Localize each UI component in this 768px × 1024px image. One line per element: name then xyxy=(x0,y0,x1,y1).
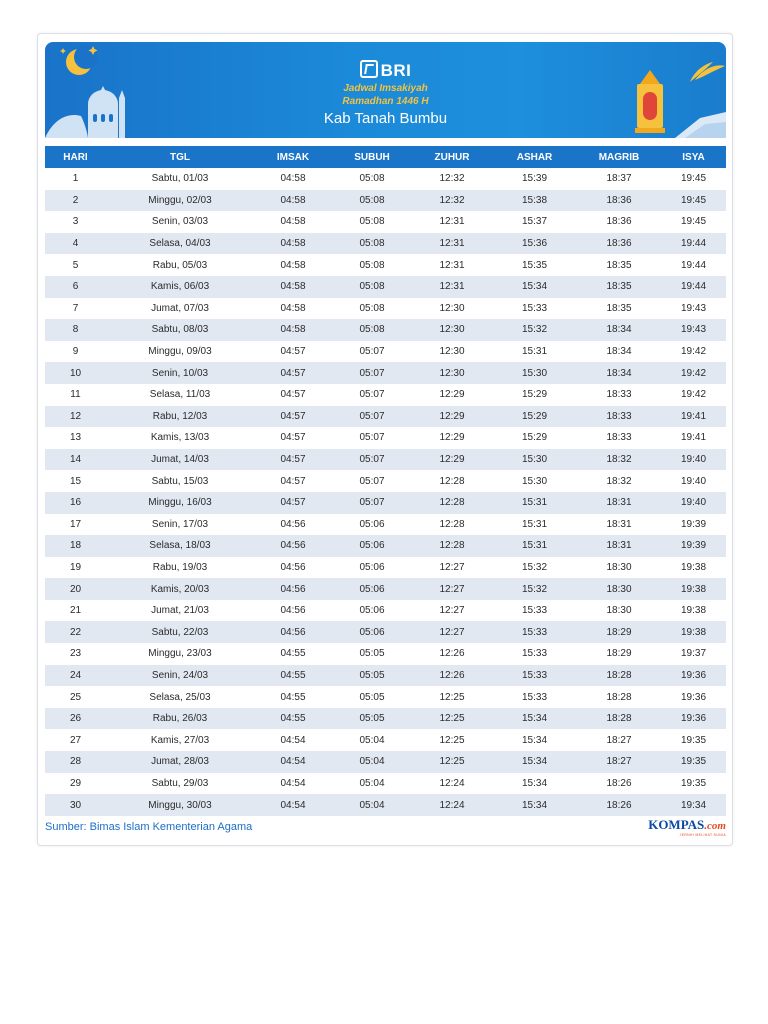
schedule-subtitle: Ramadhan 1446 H xyxy=(342,96,429,107)
table-cell-subuh: 05:06 xyxy=(332,535,412,557)
table-cell-ashar: 15:31 xyxy=(492,514,577,536)
table-cell-imsak: 04:58 xyxy=(254,168,332,190)
table-cell-ashar: 15:32 xyxy=(492,557,577,579)
table-cell-imsak: 04:57 xyxy=(254,362,332,384)
table-cell-isya: 19:42 xyxy=(661,341,726,363)
table-row xyxy=(45,254,726,276)
table-cell-isya: 19:36 xyxy=(661,665,726,687)
table-cell-subuh: 05:08 xyxy=(332,211,412,233)
bri-logo-icon xyxy=(360,60,378,78)
column-header-isya: ISYA xyxy=(661,146,726,168)
table-cell-subuh: 05:08 xyxy=(332,319,412,341)
table-cell-tgl: Rabu, 05/03 xyxy=(106,254,254,276)
table-cell-ashar: 15:33 xyxy=(492,643,577,665)
table-cell-zuhur: 12:30 xyxy=(412,298,492,320)
table-cell-subuh: 05:07 xyxy=(332,427,412,449)
table-cell-isya: 19:44 xyxy=(661,254,726,276)
table-cell-isya: 19:36 xyxy=(661,708,726,730)
table-cell-ashar: 15:32 xyxy=(492,319,577,341)
source-note: Sumber: Bimas Islam Kementerian Agama xyxy=(45,821,253,833)
table-cell-imsak: 04:56 xyxy=(254,535,332,557)
table-cell-ashar: 15:31 xyxy=(492,492,577,514)
table-cell-isya: 19:38 xyxy=(661,621,726,643)
table-cell-magrib: 18:32 xyxy=(577,470,661,492)
table-cell-tgl: Jumat, 21/03 xyxy=(106,600,254,622)
table-cell-magrib: 18:37 xyxy=(577,168,661,190)
table-cell-isya: 19:45 xyxy=(661,168,726,190)
table-cell-isya: 19:39 xyxy=(661,514,726,536)
prayer-schedule-table xyxy=(45,146,726,816)
table-cell-hari: 12 xyxy=(45,406,106,428)
table-cell-imsak: 04:54 xyxy=(254,729,332,751)
table-cell-hari: 18 xyxy=(45,535,106,557)
table-row xyxy=(45,211,726,233)
table-cell-hari: 13 xyxy=(45,427,106,449)
brand-logo xyxy=(45,60,726,81)
table-cell-tgl: Sabtu, 29/03 xyxy=(106,773,254,795)
table-cell-subuh: 05:06 xyxy=(332,600,412,622)
table-row xyxy=(45,535,726,557)
table-cell-hari: 23 xyxy=(45,643,106,665)
table-cell-hari: 6 xyxy=(45,276,106,298)
column-header-zuhur: ZUHUR xyxy=(412,146,492,168)
table-cell-magrib: 18:31 xyxy=(577,535,661,557)
table-cell-tgl: Sabtu, 22/03 xyxy=(106,621,254,643)
publisher-logo xyxy=(648,817,726,837)
table-cell-ashar: 15:33 xyxy=(492,600,577,622)
table-cell-hari: 4 xyxy=(45,233,106,255)
table-cell-zuhur: 12:26 xyxy=(412,643,492,665)
table-cell-isya: 19:35 xyxy=(661,729,726,751)
table-cell-ashar: 15:37 xyxy=(492,211,577,233)
table-cell-isya: 19:39 xyxy=(661,535,726,557)
table-cell-subuh: 05:07 xyxy=(332,362,412,384)
table-row xyxy=(45,470,726,492)
table-cell-hari: 16 xyxy=(45,492,106,514)
table-row xyxy=(45,665,726,687)
table-cell-zuhur: 12:27 xyxy=(412,600,492,622)
table-cell-ashar: 15:34 xyxy=(492,276,577,298)
table-cell-imsak: 04:57 xyxy=(254,449,332,471)
table-cell-subuh: 05:04 xyxy=(332,773,412,795)
table-cell-imsak: 04:57 xyxy=(254,406,332,428)
table-cell-imsak: 04:58 xyxy=(254,233,332,255)
table-cell-imsak: 04:58 xyxy=(254,190,332,212)
table-row xyxy=(45,276,726,298)
table-cell-zuhur: 12:25 xyxy=(412,686,492,708)
table-row xyxy=(45,621,726,643)
table-cell-tgl: Selasa, 11/03 xyxy=(106,384,254,406)
table-cell-ashar: 15:33 xyxy=(492,298,577,320)
table-cell-zuhur: 12:25 xyxy=(412,751,492,773)
table-cell-zuhur: 12:30 xyxy=(412,319,492,341)
column-header-imsak: IMSAK xyxy=(254,146,332,168)
table-cell-ashar: 15:34 xyxy=(492,794,577,816)
column-header-tgl: TGL xyxy=(106,146,254,168)
table-cell-ashar: 15:31 xyxy=(492,535,577,557)
brand-name: BRI xyxy=(380,61,412,80)
publisher-tagline: JERNIH MELIHAT DUNIA xyxy=(679,833,726,837)
table-cell-tgl: Sabtu, 08/03 xyxy=(106,319,254,341)
table-cell-magrib: 18:35 xyxy=(577,254,661,276)
table-cell-zuhur: 12:28 xyxy=(412,535,492,557)
table-cell-tgl: Rabu, 26/03 xyxy=(106,708,254,730)
table-cell-magrib: 18:27 xyxy=(577,729,661,751)
table-cell-zuhur: 12:31 xyxy=(412,276,492,298)
table-cell-zuhur: 12:29 xyxy=(412,427,492,449)
table-cell-hari: 25 xyxy=(45,686,106,708)
table-cell-zuhur: 12:31 xyxy=(412,211,492,233)
table-row xyxy=(45,168,726,190)
table-cell-isya: 19:41 xyxy=(661,406,726,428)
table-cell-hari: 5 xyxy=(45,254,106,276)
table-cell-hari: 10 xyxy=(45,362,106,384)
table-cell-imsak: 04:55 xyxy=(254,665,332,687)
table-cell-tgl: Selasa, 04/03 xyxy=(106,233,254,255)
table-cell-isya: 19:38 xyxy=(661,578,726,600)
publisher-name: KOMPAS xyxy=(648,817,705,832)
table-cell-isya: 19:37 xyxy=(661,643,726,665)
column-header-magrib: MAGRIB xyxy=(577,146,661,168)
table-cell-isya: 19:35 xyxy=(661,751,726,773)
table-row xyxy=(45,643,726,665)
table-cell-hari: 14 xyxy=(45,449,106,471)
table-cell-imsak: 04:54 xyxy=(254,751,332,773)
table-cell-zuhur: 12:27 xyxy=(412,557,492,579)
table-cell-isya: 19:35 xyxy=(661,773,726,795)
table-row xyxy=(45,514,726,536)
table-cell-magrib: 18:36 xyxy=(577,211,661,233)
table-cell-magrib: 18:26 xyxy=(577,773,661,795)
table-cell-imsak: 04:55 xyxy=(254,708,332,730)
table-cell-subuh: 05:05 xyxy=(332,665,412,687)
table-cell-hari: 21 xyxy=(45,600,106,622)
table-cell-ashar: 15:33 xyxy=(492,621,577,643)
table-cell-isya: 19:40 xyxy=(661,449,726,471)
table-cell-ashar: 15:38 xyxy=(492,190,577,212)
table-cell-subuh: 05:05 xyxy=(332,686,412,708)
table-cell-hari: 28 xyxy=(45,751,106,773)
table-cell-hari: 19 xyxy=(45,557,106,579)
table-cell-zuhur: 12:30 xyxy=(412,362,492,384)
table-cell-hari: 1 xyxy=(45,168,106,190)
table-cell-tgl: Senin, 17/03 xyxy=(106,514,254,536)
table-cell-ashar: 15:35 xyxy=(492,254,577,276)
table-cell-tgl: Minggu, 30/03 xyxy=(106,794,254,816)
table-cell-zuhur: 12:31 xyxy=(412,254,492,276)
table-cell-subuh: 05:04 xyxy=(332,729,412,751)
table-cell-isya: 19:45 xyxy=(661,190,726,212)
table-cell-hari: 17 xyxy=(45,514,106,536)
table-cell-imsak: 04:58 xyxy=(254,319,332,341)
table-cell-subuh: 05:07 xyxy=(332,449,412,471)
table-cell-isya: 19:34 xyxy=(661,794,726,816)
table-cell-imsak: 04:57 xyxy=(254,427,332,449)
table-row xyxy=(45,773,726,795)
table-cell-imsak: 04:56 xyxy=(254,514,332,536)
table-cell-isya: 19:38 xyxy=(661,557,726,579)
table-cell-hari: 9 xyxy=(45,341,106,363)
table-cell-ashar: 15:34 xyxy=(492,773,577,795)
table-cell-magrib: 18:29 xyxy=(577,643,661,665)
table-cell-imsak: 04:58 xyxy=(254,211,332,233)
table-cell-isya: 19:42 xyxy=(661,362,726,384)
table-cell-ashar: 15:36 xyxy=(492,233,577,255)
table-cell-zuhur: 12:24 xyxy=(412,773,492,795)
table-cell-isya: 19:43 xyxy=(661,298,726,320)
table-cell-ashar: 15:32 xyxy=(492,578,577,600)
table-header-row xyxy=(45,146,726,168)
table-cell-subuh: 05:06 xyxy=(332,578,412,600)
table-cell-magrib: 18:33 xyxy=(577,406,661,428)
table-cell-tgl: Kamis, 27/03 xyxy=(106,729,254,751)
table-cell-magrib: 18:34 xyxy=(577,362,661,384)
table-cell-subuh: 05:08 xyxy=(332,190,412,212)
table-cell-imsak: 04:54 xyxy=(254,773,332,795)
table-cell-magrib: 18:31 xyxy=(577,492,661,514)
table-row xyxy=(45,449,726,471)
table-cell-zuhur: 12:25 xyxy=(412,729,492,751)
table-cell-ashar: 15:29 xyxy=(492,427,577,449)
table-cell-tgl: Senin, 24/03 xyxy=(106,665,254,687)
table-cell-isya: 19:41 xyxy=(661,427,726,449)
table-cell-hari: 22 xyxy=(45,621,106,643)
table-cell-isya: 19:44 xyxy=(661,233,726,255)
table-cell-hari: 27 xyxy=(45,729,106,751)
table-cell-tgl: Jumat, 07/03 xyxy=(106,298,254,320)
table-cell-tgl: Senin, 10/03 xyxy=(106,362,254,384)
table-cell-ashar: 15:34 xyxy=(492,751,577,773)
table-row xyxy=(45,686,726,708)
table-cell-magrib: 18:30 xyxy=(577,557,661,579)
table-cell-hari: 2 xyxy=(45,190,106,212)
table-cell-zuhur: 12:29 xyxy=(412,449,492,471)
table-cell-subuh: 05:07 xyxy=(332,384,412,406)
table-cell-imsak: 04:54 xyxy=(254,794,332,816)
table-row xyxy=(45,233,726,255)
table-cell-imsak: 04:56 xyxy=(254,600,332,622)
table-row xyxy=(45,578,726,600)
schedule-title: Jadwal Imsakiyah xyxy=(343,83,428,94)
publisher-suffix: .com xyxy=(704,820,726,832)
table-cell-subuh: 05:07 xyxy=(332,470,412,492)
table-cell-magrib: 18:28 xyxy=(577,686,661,708)
table-cell-tgl: Jumat, 28/03 xyxy=(106,751,254,773)
column-header-hari: HARI xyxy=(45,146,106,168)
table-cell-subuh: 05:07 xyxy=(332,341,412,363)
table-cell-imsak: 04:57 xyxy=(254,341,332,363)
table-cell-subuh: 05:08 xyxy=(332,254,412,276)
table-row xyxy=(45,557,726,579)
table-cell-zuhur: 12:31 xyxy=(412,233,492,255)
table-cell-magrib: 18:36 xyxy=(577,233,661,255)
table-cell-isya: 19:40 xyxy=(661,492,726,514)
table-cell-tgl: Sabtu, 01/03 xyxy=(106,168,254,190)
table-cell-ashar: 15:30 xyxy=(492,362,577,384)
table-cell-imsak: 04:55 xyxy=(254,686,332,708)
table-cell-magrib: 18:36 xyxy=(577,190,661,212)
table-row xyxy=(45,751,726,773)
table-cell-zuhur: 12:28 xyxy=(412,514,492,536)
table-cell-subuh: 05:07 xyxy=(332,492,412,514)
table-cell-tgl: Kamis, 20/03 xyxy=(106,578,254,600)
table-cell-magrib: 18:34 xyxy=(577,319,661,341)
table-cell-tgl: Kamis, 06/03 xyxy=(106,276,254,298)
table-cell-tgl: Minggu, 16/03 xyxy=(106,492,254,514)
table-cell-zuhur: 12:27 xyxy=(412,621,492,643)
table-cell-hari: 8 xyxy=(45,319,106,341)
table-cell-tgl: Senin, 03/03 xyxy=(106,211,254,233)
table-cell-imsak: 04:57 xyxy=(254,492,332,514)
table-cell-tgl: Sabtu, 15/03 xyxy=(106,470,254,492)
table-cell-hari: 15 xyxy=(45,470,106,492)
table-cell-zuhur: 12:27 xyxy=(412,578,492,600)
table-row xyxy=(45,794,726,816)
table-cell-tgl: Jumat, 14/03 xyxy=(106,449,254,471)
table-cell-imsak: 04:56 xyxy=(254,557,332,579)
table-cell-subuh: 05:06 xyxy=(332,621,412,643)
table-row xyxy=(45,298,726,320)
table-row xyxy=(45,600,726,622)
table-cell-imsak: 04:57 xyxy=(254,384,332,406)
table-cell-zuhur: 12:30 xyxy=(412,341,492,363)
table-cell-zuhur: 12:28 xyxy=(412,492,492,514)
table-cell-zuhur: 12:32 xyxy=(412,168,492,190)
table-cell-isya: 19:40 xyxy=(661,470,726,492)
table-cell-imsak: 04:57 xyxy=(254,470,332,492)
table-cell-zuhur: 12:26 xyxy=(412,665,492,687)
table-cell-hari: 11 xyxy=(45,384,106,406)
table-cell-subuh: 05:08 xyxy=(332,298,412,320)
table-cell-subuh: 05:04 xyxy=(332,751,412,773)
table-cell-isya: 19:43 xyxy=(661,319,726,341)
table-cell-magrib: 18:28 xyxy=(577,665,661,687)
table-cell-zuhur: 12:32 xyxy=(412,190,492,212)
table-cell-magrib: 18:33 xyxy=(577,384,661,406)
table-cell-subuh: 05:04 xyxy=(332,794,412,816)
table-cell-zuhur: 12:25 xyxy=(412,708,492,730)
table-row xyxy=(45,362,726,384)
table-cell-zuhur: 12:28 xyxy=(412,470,492,492)
table-cell-tgl: Rabu, 19/03 xyxy=(106,557,254,579)
table-cell-tgl: Minggu, 09/03 xyxy=(106,341,254,363)
table-cell-subuh: 05:05 xyxy=(332,708,412,730)
column-header-ashar: ASHAR xyxy=(492,146,577,168)
table-cell-subuh: 05:08 xyxy=(332,168,412,190)
table-cell-hari: 20 xyxy=(45,578,106,600)
table-row xyxy=(45,427,726,449)
table-cell-subuh: 05:08 xyxy=(332,233,412,255)
column-header-subuh: SUBUH xyxy=(332,146,412,168)
table-cell-subuh: 05:05 xyxy=(332,643,412,665)
table-cell-hari: 26 xyxy=(45,708,106,730)
table-cell-magrib: 18:35 xyxy=(577,298,661,320)
table-cell-ashar: 15:33 xyxy=(492,686,577,708)
table-cell-magrib: 18:33 xyxy=(577,427,661,449)
schedule-card xyxy=(37,33,733,846)
table-cell-magrib: 18:26 xyxy=(577,794,661,816)
table-cell-imsak: 04:56 xyxy=(254,578,332,600)
table-row xyxy=(45,190,726,212)
table-cell-subuh: 05:08 xyxy=(332,276,412,298)
table-row xyxy=(45,384,726,406)
table-cell-ashar: 15:29 xyxy=(492,406,577,428)
table-cell-hari: 3 xyxy=(45,211,106,233)
table-cell-isya: 19:36 xyxy=(661,686,726,708)
table-row xyxy=(45,492,726,514)
table-row xyxy=(45,319,726,341)
table-cell-magrib: 18:28 xyxy=(577,708,661,730)
table-cell-tgl: Minggu, 02/03 xyxy=(106,190,254,212)
region-name: Kab Tanah Bumbu xyxy=(323,110,448,127)
table-cell-ashar: 15:30 xyxy=(492,449,577,471)
table-cell-ashar: 15:39 xyxy=(492,168,577,190)
table-cell-magrib: 18:27 xyxy=(577,751,661,773)
table-row xyxy=(45,341,726,363)
table-cell-tgl: Kamis, 13/03 xyxy=(106,427,254,449)
table-cell-isya: 19:45 xyxy=(661,211,726,233)
table-row xyxy=(45,406,726,428)
table-cell-tgl: Rabu, 12/03 xyxy=(106,406,254,428)
table-cell-imsak: 04:56 xyxy=(254,621,332,643)
table-cell-hari: 30 xyxy=(45,794,106,816)
table-cell-imsak: 04:58 xyxy=(254,298,332,320)
table-cell-magrib: 18:30 xyxy=(577,578,661,600)
table-cell-zuhur: 12:29 xyxy=(412,384,492,406)
table-cell-magrib: 18:35 xyxy=(577,276,661,298)
table-cell-ashar: 15:29 xyxy=(492,384,577,406)
table-row xyxy=(45,708,726,730)
table-cell-magrib: 18:30 xyxy=(577,600,661,622)
table-cell-isya: 19:38 xyxy=(661,600,726,622)
table-cell-ashar: 15:34 xyxy=(492,729,577,751)
table-cell-tgl: Minggu, 23/03 xyxy=(106,643,254,665)
table-cell-ashar: 15:33 xyxy=(492,665,577,687)
table-cell-ashar: 15:34 xyxy=(492,708,577,730)
header-banner xyxy=(45,42,726,138)
table-cell-imsak: 04:58 xyxy=(254,254,332,276)
table-cell-hari: 7 xyxy=(45,298,106,320)
table-cell-isya: 19:44 xyxy=(661,276,726,298)
table-cell-tgl: Selasa, 18/03 xyxy=(106,535,254,557)
table-cell-ashar: 15:31 xyxy=(492,341,577,363)
table-cell-zuhur: 12:24 xyxy=(412,794,492,816)
table-row xyxy=(45,729,726,751)
table-cell-magrib: 18:34 xyxy=(577,341,661,363)
table-cell-magrib: 18:31 xyxy=(577,514,661,536)
table-cell-hari: 24 xyxy=(45,665,106,687)
table-cell-magrib: 18:29 xyxy=(577,621,661,643)
table-cell-zuhur: 12:29 xyxy=(412,406,492,428)
table-cell-subuh: 05:06 xyxy=(332,514,412,536)
table-cell-tgl: Selasa, 25/03 xyxy=(106,686,254,708)
table-cell-magrib: 18:32 xyxy=(577,449,661,471)
table-cell-isya: 19:42 xyxy=(661,384,726,406)
table-cell-subuh: 05:06 xyxy=(332,557,412,579)
table-cell-ashar: 15:30 xyxy=(492,470,577,492)
table-cell-hari: 29 xyxy=(45,773,106,795)
table-cell-imsak: 04:58 xyxy=(254,276,332,298)
table-cell-imsak: 04:55 xyxy=(254,643,332,665)
table-cell-subuh: 05:07 xyxy=(332,406,412,428)
